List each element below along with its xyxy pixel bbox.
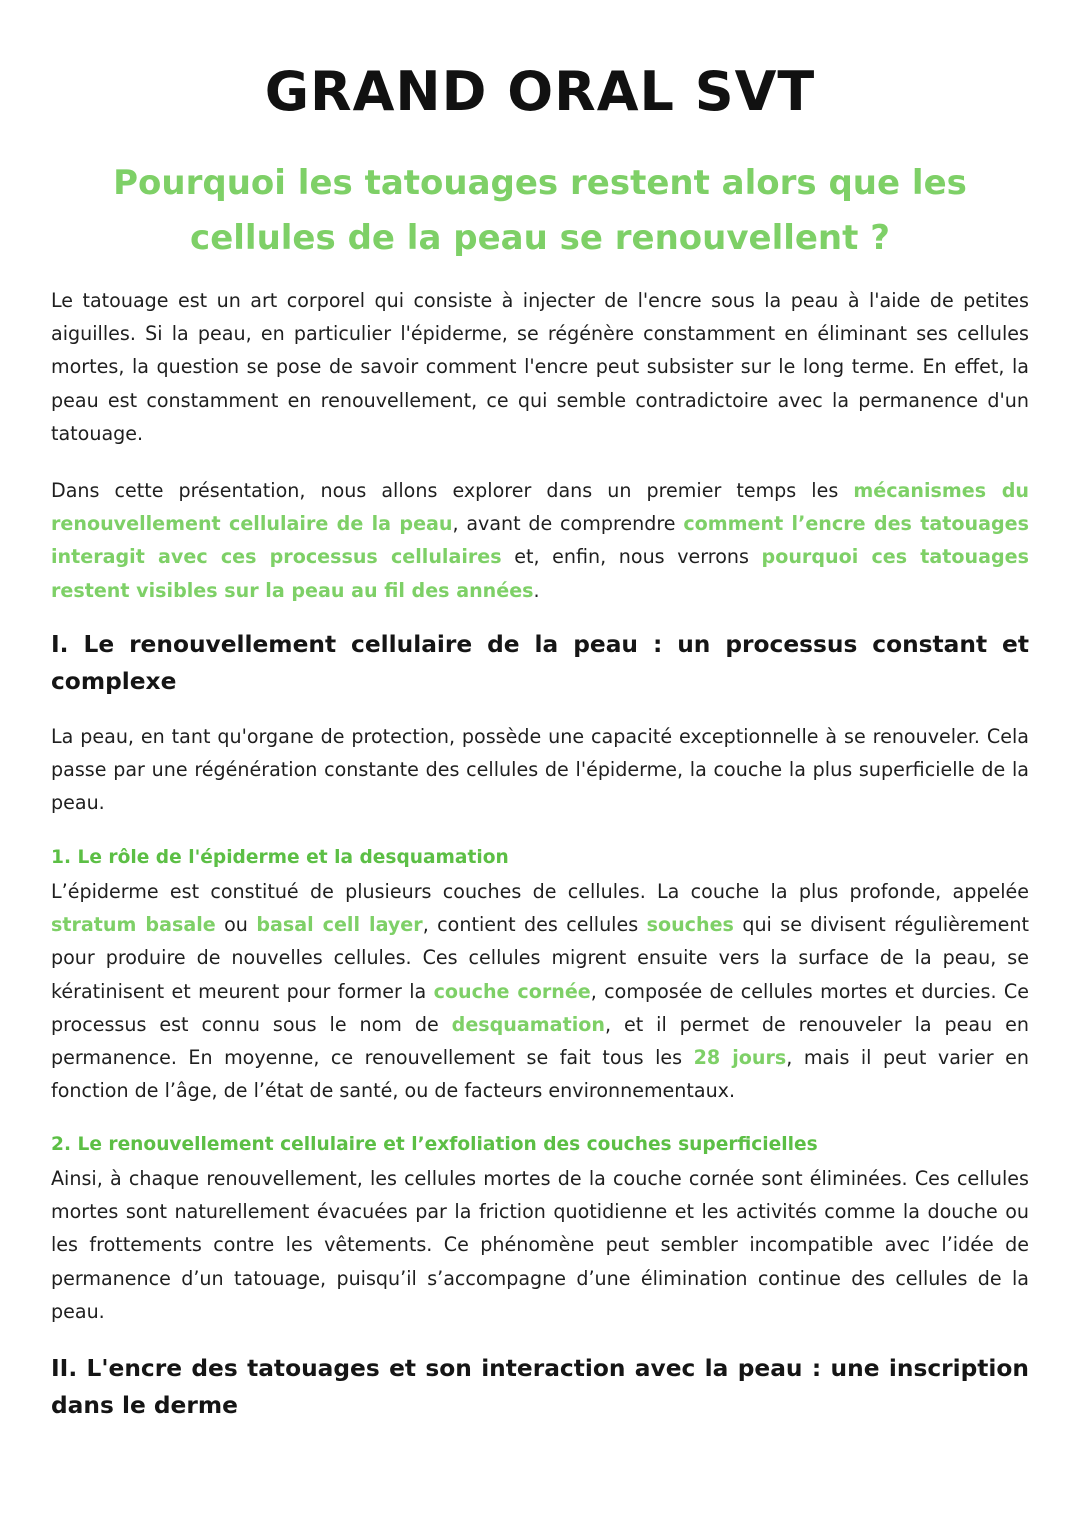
sub1-text-2: ou — [215, 913, 257, 937]
intro-text-a: Dans cette présentation, nous allons explorer dans un premier temps les — [51, 479, 854, 502]
intro-text-b: , avant de comprendre — [452, 512, 684, 536]
intro-text-c: et, enfin, nous verrons — [501, 545, 762, 569]
sub1-highlight-couche-cornee: couche cornée — [433, 979, 591, 1003]
sub1-text-7: , mais il peut varier en fonction de l’âge, de l’état de santé, ou de facteurs environnementaux. — [51, 1046, 1029, 1103]
intro-paragraph-2 — [51, 474, 1029, 607]
subtitle-line-2: cellules de la peau se renouvellent ? — [190, 218, 890, 258]
sub1-highlight-stratum: stratum basale — [51, 913, 216, 937]
intro-text-d: . — [533, 578, 540, 602]
intro-highlight-2: comment l’encre des tatouages interagit avec ces processus cellulaires — [51, 512, 1029, 569]
page-subtitle — [51, 156, 1029, 266]
intro-paragraph-1: Le tatouage est un art corporel qui consiste à injecter de l'encre sous la peau à l'aide de petites aiguilles. Si la peau, en particulier l'épiderme, se régénère constamment en éliminant ses cellules mortes, la question se pose de savoir comment l'encre peut subsister sur le long terme. En effet, la peau est constamment en renouvellement, ce qui semble contradictoire avec la permanence d'un tatouage. — [51, 289, 1029, 445]
subsection-1-paragraph — [51, 875, 1029, 1107]
sub1-highlight-desquamation: desquamation — [451, 1012, 605, 1036]
sub1-text-6: , et il permet de renouveler la peau en permanence. En moyenne, ce renouvellement se fait tous les — [51, 1012, 1029, 1070]
subsection-2-heading: 2. Le renouvellement cellulaire et l’exfoliation des couches superficielles — [51, 1134, 818, 1155]
sub1-highlight-souches: souches — [646, 913, 734, 937]
sub1-highlight-basal: basal cell layer — [256, 913, 423, 937]
subsection-2-paragraph: Ainsi, à chaque renouvellement, les cellules mortes de la couche cornée sont éliminées. Ces cellules mortes sont naturellement évacuées par la friction quotidienne et les activités comme la douche ou les frottements contre les vêtements. Ce phénomène peut sembler incompatible avec l’idée de permanence d’un tatouage, puisqu’il s’accompagne d’une élimination continue des cellules de la peau. — [51, 1167, 1029, 1323]
intro-highlight-1: mécanismes du renouvellement cellulaire de la peau — [51, 479, 1029, 536]
subtitle-line-1: Pourquoi les tatouages restent alors que les — [113, 163, 967, 203]
page-title: GRAND ORAL SVT — [264, 60, 816, 123]
sub1-highlight-28-jours: 28 jours — [693, 1046, 787, 1070]
subsection-1-heading: 1. Le rôle de l'épiderme et la desquamation — [51, 847, 509, 868]
sub1-text-1: L’épiderme est constitué de plusieurs couches de cellules. La couche la plus profonde, appelée — [51, 880, 1029, 903]
section-1-heading: I. Le renouvellement cellulaire de la peau : un processus constant et complexe — [51, 631, 1029, 695]
sub1-text-4: qui se divisent régulièrement pour produire de nouvelles cellules. Ces cellules migrent ensuite vers la surface de la peau, se kératinisent et meurent pour former la — [51, 913, 1029, 1003]
section-2-heading: II. L'encre des tatouages et son interaction avec la peau : une inscription dans le derme — [51, 1355, 1029, 1419]
sub1-text-5: , composée de cellules mortes et durcies. Ce processus est connu sous le nom de — [51, 979, 1029, 1036]
sub1-text-3: , contient des cellules — [422, 913, 647, 937]
section-1-paragraph: La peau, en tant qu'organe de protection, possède une capacité exceptionnelle à se renouveler. Cela passe par une régénération constante des cellules de l'épiderme, la couche la plus superficielle de la peau. — [51, 725, 1029, 815]
intro-highlight-3: pourquoi ces tatouages restent visibles sur la peau au fil des années — [51, 545, 1029, 602]
